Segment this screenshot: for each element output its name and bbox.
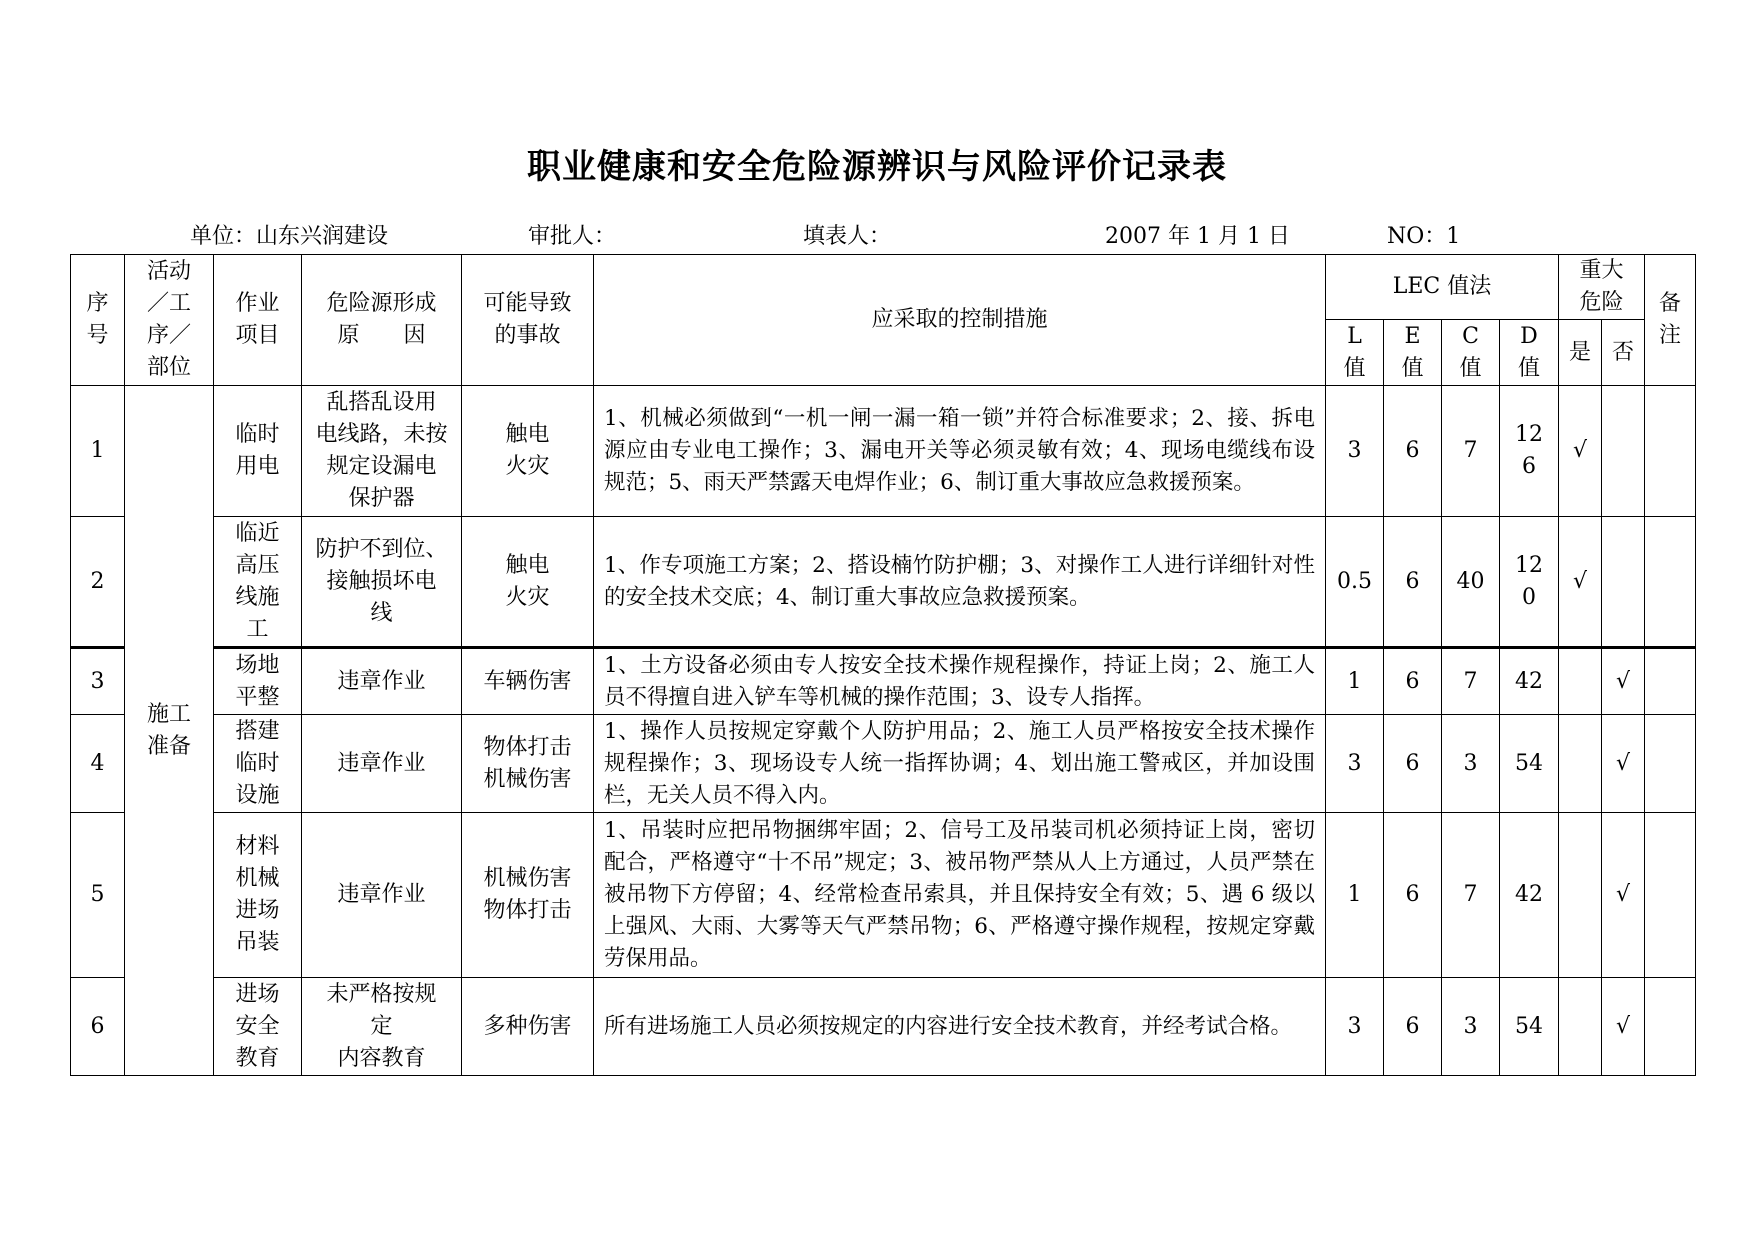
unit-label: 单位：山东兴润建设 bbox=[190, 224, 389, 249]
row-accident: 多种伤害 bbox=[462, 978, 594, 1076]
row-d-value: 54 bbox=[1500, 715, 1559, 813]
row-l-value: 1 bbox=[1326, 648, 1384, 715]
row-major-no bbox=[1602, 517, 1645, 648]
row-seq: 4 bbox=[71, 715, 125, 813]
row-accident: 触电 火灾 bbox=[462, 386, 594, 517]
header-item: 作业 项目 bbox=[214, 255, 302, 386]
row-major-no: √ bbox=[1602, 715, 1645, 813]
row-d-value: 42 bbox=[1500, 813, 1559, 978]
header-cause: 危险源形成 原 因 bbox=[302, 255, 462, 386]
row-l-value: 3 bbox=[1326, 978, 1384, 1076]
header-d: D 值 bbox=[1500, 320, 1559, 386]
row-measures: 1、吊装时应把吊物捆绑牢固；2、信号工及吊装司机必须持证上岗，密切配合，严格遵守“十不吊”规定；3、被吊物严禁从人上方通过，人员严禁在被吊物下方停留；4、经常检查吊索具，并且保持安全有效；5、遇 6 级以上强风、大雨、大雾等天气严禁吊物；6、严格遵守操作规程，按规定穿戴劳保用品。 bbox=[594, 813, 1326, 978]
row-measures: 1、操作人员按规定穿戴个人防护用品；2、施工人员严格按安全技术操作规程操作；3、现场设专人统一指挥协调；4、划出施工警戒区，并加设围栏，无关人员不得入内。 bbox=[594, 715, 1326, 813]
header-major-hazard: 重大 危险 bbox=[1559, 255, 1645, 320]
row-major-no bbox=[1602, 386, 1645, 517]
row-seq: 2 bbox=[71, 517, 125, 648]
table-row bbox=[71, 715, 1696, 813]
row-c-value: 7 bbox=[1442, 386, 1500, 517]
header-lec: LEC 值法 bbox=[1326, 255, 1559, 320]
form-number: NO：1 bbox=[1387, 224, 1461, 249]
row-remark bbox=[1645, 386, 1696, 517]
activity-cell: 施工 准备 bbox=[125, 386, 214, 1076]
header-activity: 活动 ／工 序／ 部位 bbox=[125, 255, 214, 386]
table-row bbox=[71, 813, 1696, 978]
row-accident: 车辆伤害 bbox=[462, 648, 594, 715]
table-row bbox=[71, 978, 1696, 1076]
row-remark bbox=[1645, 648, 1696, 715]
header-measures: 应采取的控制措施 bbox=[594, 255, 1326, 386]
row-remark bbox=[1645, 978, 1696, 1076]
header-l: L 值 bbox=[1326, 320, 1384, 386]
row-l-value: 3 bbox=[1326, 386, 1384, 517]
row-cause: 防护不到位、 接触损坏电 线 bbox=[302, 517, 462, 648]
row-e-value: 6 bbox=[1384, 648, 1442, 715]
row-seq: 5 bbox=[71, 813, 125, 978]
row-c-value: 3 bbox=[1442, 978, 1500, 1076]
risk-assessment-table bbox=[70, 254, 1696, 1076]
header-accident: 可能导致 的事故 bbox=[462, 255, 594, 386]
row-major-yes: √ bbox=[1559, 517, 1602, 648]
row-e-value: 6 bbox=[1384, 386, 1442, 517]
header-e: E 值 bbox=[1384, 320, 1442, 386]
filler-label: 填表人： bbox=[803, 224, 892, 249]
row-seq: 6 bbox=[71, 978, 125, 1076]
row-accident: 触电 火灾 bbox=[462, 517, 594, 648]
approver-label: 审批人： bbox=[528, 224, 617, 249]
row-e-value: 6 bbox=[1384, 978, 1442, 1076]
row-d-value: 42 bbox=[1500, 648, 1559, 715]
row-measures: 1、土方设备必须由专人按安全技术操作规程操作，持证上岗；2、施工人员不得擅自进入铲车等机械的操作范围；3、设专人指挥。 bbox=[594, 648, 1326, 715]
row-remark bbox=[1645, 715, 1696, 813]
date-label: 2007 年 1 月 1 日 bbox=[1105, 224, 1290, 249]
row-cause: 违章作业 bbox=[302, 813, 462, 978]
row-e-value: 6 bbox=[1384, 715, 1442, 813]
row-cause: 乱搭乱设用 电线路，未按 规定设漏电 保护器 bbox=[302, 386, 462, 517]
row-major-yes bbox=[1559, 648, 1602, 715]
form-title: 职业健康和安全危险源辨识与风险评价记录表 bbox=[527, 147, 1227, 187]
table-row bbox=[71, 517, 1696, 648]
header-remark: 备 注 bbox=[1645, 255, 1696, 386]
row-cause: 违章作业 bbox=[302, 648, 462, 715]
row-c-value: 7 bbox=[1442, 648, 1500, 715]
table-row bbox=[71, 386, 1696, 517]
header-seq: 序 号 bbox=[71, 255, 125, 386]
row-item: 进场 安全 教育 bbox=[214, 978, 302, 1076]
row-major-no: √ bbox=[1602, 813, 1645, 978]
row-cause: 未严格按规 定 内容教育 bbox=[302, 978, 462, 1076]
row-measures: 1、作专项施工方案；2、搭设楠竹防护棚；3、对操作工人进行详细针对性的安全技术交底；4、制订重大事故应急救援预案。 bbox=[594, 517, 1326, 648]
row-measures: 所有进场施工人员必须按规定的内容进行安全技术教育，并经考试合格。 bbox=[594, 978, 1326, 1076]
row-item: 场地 平整 bbox=[214, 648, 302, 715]
row-major-yes bbox=[1559, 715, 1602, 813]
row-e-value: 6 bbox=[1384, 517, 1442, 648]
table-row bbox=[71, 648, 1696, 715]
header-yes: 是 bbox=[1559, 320, 1602, 386]
row-l-value: 3 bbox=[1326, 715, 1384, 813]
row-item: 搭建 临时 设施 bbox=[214, 715, 302, 813]
row-e-value: 6 bbox=[1384, 813, 1442, 978]
row-major-yes bbox=[1559, 978, 1602, 1076]
row-item: 材料 机械 进场 吊装 bbox=[214, 813, 302, 978]
row-d-value: 12 0 bbox=[1500, 517, 1559, 648]
row-measures: 1、机械必须做到“一机一闸一漏一箱一锁”并符合标准要求；2、接、拆电源应由专业电工操作；3、漏电开关等必须灵敏有效；4、现场电缆线布设规范；5、雨天严禁露天电焊作业；6、制订重大事故应急救援预案。 bbox=[594, 386, 1326, 517]
row-seq: 3 bbox=[71, 648, 125, 715]
row-major-no: √ bbox=[1602, 648, 1645, 715]
row-item: 临近 高压 线施 工 bbox=[214, 517, 302, 648]
row-accident: 物体打击 机械伤害 bbox=[462, 715, 594, 813]
header-row-1 bbox=[71, 255, 1696, 320]
row-c-value: 40 bbox=[1442, 517, 1500, 648]
row-cause: 违章作业 bbox=[302, 715, 462, 813]
row-seq: 1 bbox=[71, 386, 125, 517]
row-d-value: 12 6 bbox=[1500, 386, 1559, 517]
row-c-value: 3 bbox=[1442, 715, 1500, 813]
header-no: 否 bbox=[1602, 320, 1645, 386]
row-d-value: 54 bbox=[1500, 978, 1559, 1076]
row-accident: 机械伤害 物体打击 bbox=[462, 813, 594, 978]
row-item: 临时 用电 bbox=[214, 386, 302, 517]
row-major-yes bbox=[1559, 813, 1602, 978]
row-major-no: √ bbox=[1602, 978, 1645, 1076]
row-remark bbox=[1645, 517, 1696, 648]
row-remark bbox=[1645, 813, 1696, 978]
row-major-yes: √ bbox=[1559, 386, 1602, 517]
row-c-value: 7 bbox=[1442, 813, 1500, 978]
row-l-value: 1 bbox=[1326, 813, 1384, 978]
row-l-value: 0.5 bbox=[1326, 517, 1384, 648]
header-c: C 值 bbox=[1442, 320, 1500, 386]
